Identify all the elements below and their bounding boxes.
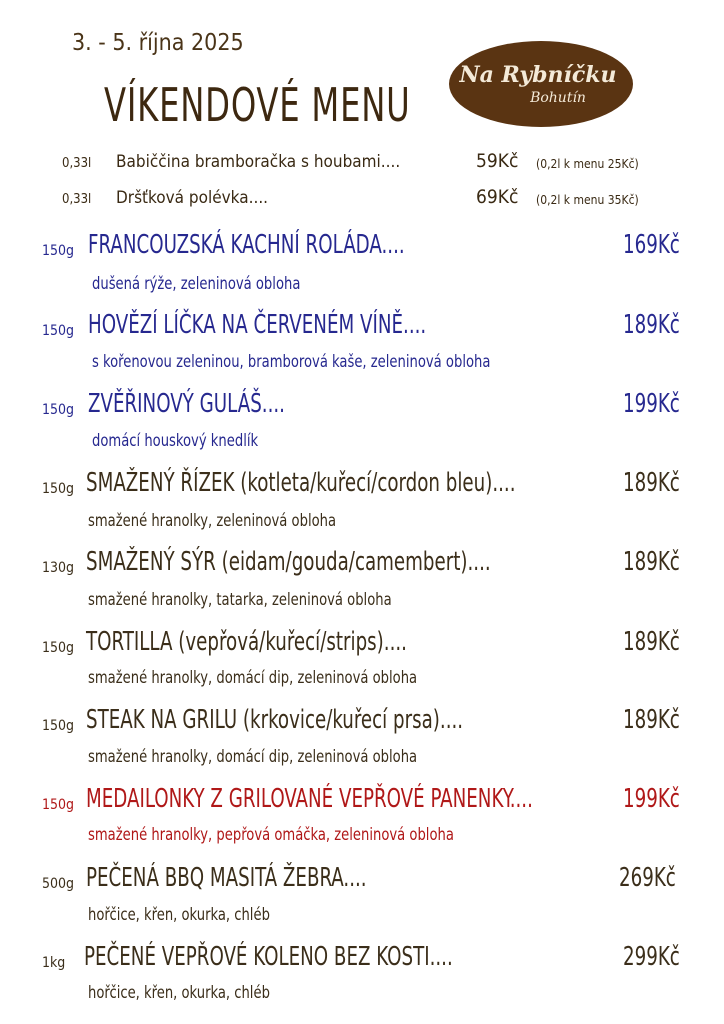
dish-price: 199Kč bbox=[623, 784, 680, 814]
dish-weight: 1kg bbox=[42, 955, 66, 971]
dish-price: 189Kč bbox=[623, 627, 680, 657]
soup-name: Dršťková polévka.... bbox=[116, 188, 269, 208]
soup-note: (0,2l k menu 25Kč) bbox=[536, 157, 639, 171]
dish-side: hořčice, křen, okurka, chléb bbox=[88, 983, 270, 1003]
soup-price: 69Kč bbox=[476, 186, 519, 208]
dish-name: HOVĚZÍ LÍČKA NA ČERVENÉM VÍNĚ.... bbox=[88, 310, 427, 340]
dish-weight: 150g bbox=[42, 323, 75, 339]
dish-weight: 150g bbox=[42, 402, 75, 418]
soup-volume: 0,33l bbox=[62, 192, 92, 207]
dish-side: smažené hranolky, pepřová omáčka, zeleninová obloha bbox=[88, 825, 454, 845]
dish-side: smažené hranolky, zeleninová obloha bbox=[88, 511, 337, 531]
dish-name: SMAŽENÝ ŘÍZEK (kotleta/kuřecí/cordon bleu).... bbox=[86, 468, 516, 498]
dish-price: 199Kč bbox=[623, 389, 680, 419]
dish-name: STEAK NA GRILU (krkovice/kuřecí prsa).... bbox=[86, 705, 464, 735]
soup-price: 59Kč bbox=[476, 150, 519, 172]
menu-title: VÍKENDOVÉ MENU bbox=[104, 78, 411, 132]
dish-side: hořčice, křen, okurka, chléb bbox=[88, 905, 270, 925]
dish-weight: 150g bbox=[42, 243, 75, 259]
dish-side: smažené hranolky, tatarka, zeleninová obloha bbox=[88, 590, 392, 610]
menu-date: 3. - 5. října 2025 bbox=[72, 30, 244, 56]
dish-weight: 150g bbox=[42, 640, 75, 656]
dish-name: TORTILLA (vepřová/kuřecí/strips).... bbox=[86, 627, 407, 657]
dish-price: 189Kč bbox=[623, 547, 680, 577]
dish-weight: 150g bbox=[42, 481, 75, 497]
dish-price: 269Kč bbox=[619, 863, 676, 893]
dish-side: smažené hranolky, domácí dip, zeleninová obloha bbox=[88, 747, 418, 767]
dish-weight: 150g bbox=[42, 718, 75, 734]
dish-price: 189Kč bbox=[623, 310, 680, 340]
dish-side: s kořenovou zeleninou, bramborová kaše, zeleninová obloha bbox=[92, 352, 491, 372]
soup-volume: 0,33l bbox=[62, 156, 92, 171]
soup-note: (0,2l k menu 35Kč) bbox=[536, 193, 639, 207]
dish-price: 169Kč bbox=[623, 230, 680, 260]
dish-name: MEDAILONKY Z GRILOVANÉ VEPŘOVÉ PANENKY.... bbox=[86, 784, 533, 814]
dish-price: 189Kč bbox=[623, 468, 680, 498]
logo-line1: Na Rybníčku bbox=[459, 62, 617, 88]
logo-line2: Bohutín bbox=[530, 90, 586, 106]
dish-price: 189Kč bbox=[623, 705, 680, 735]
dish-name: FRANCOUZSKÁ KACHNÍ ROLÁDA.... bbox=[88, 230, 405, 260]
restaurant-logo bbox=[446, 40, 636, 130]
dish-price: 299Kč bbox=[623, 942, 680, 972]
dish-name: PEČENÉ VEPŘOVÉ KOLENO BEZ KOSTI.... bbox=[84, 942, 453, 972]
dish-side: smažené hranolky, domácí dip, zeleninová obloha bbox=[88, 668, 418, 688]
dish-name: ZVĚŘINOVÝ GULÁŠ.... bbox=[88, 389, 285, 419]
dish-side: dušená rýže, zeleninová obloha bbox=[92, 274, 301, 294]
soup-name: Babiččina bramboračka s houbami.... bbox=[116, 152, 401, 172]
dish-name: SMAŽENÝ SÝR (eidam/gouda/camembert).... bbox=[86, 547, 491, 577]
dish-weight: 130g bbox=[42, 560, 75, 576]
dish-weight: 150g bbox=[42, 797, 75, 813]
dish-side: domácí houskový knedlík bbox=[92, 431, 259, 451]
dish-name: PEČENÁ BBQ MASITÁ ŽEBRA.... bbox=[86, 863, 367, 893]
dish-weight: 500g bbox=[42, 876, 75, 892]
